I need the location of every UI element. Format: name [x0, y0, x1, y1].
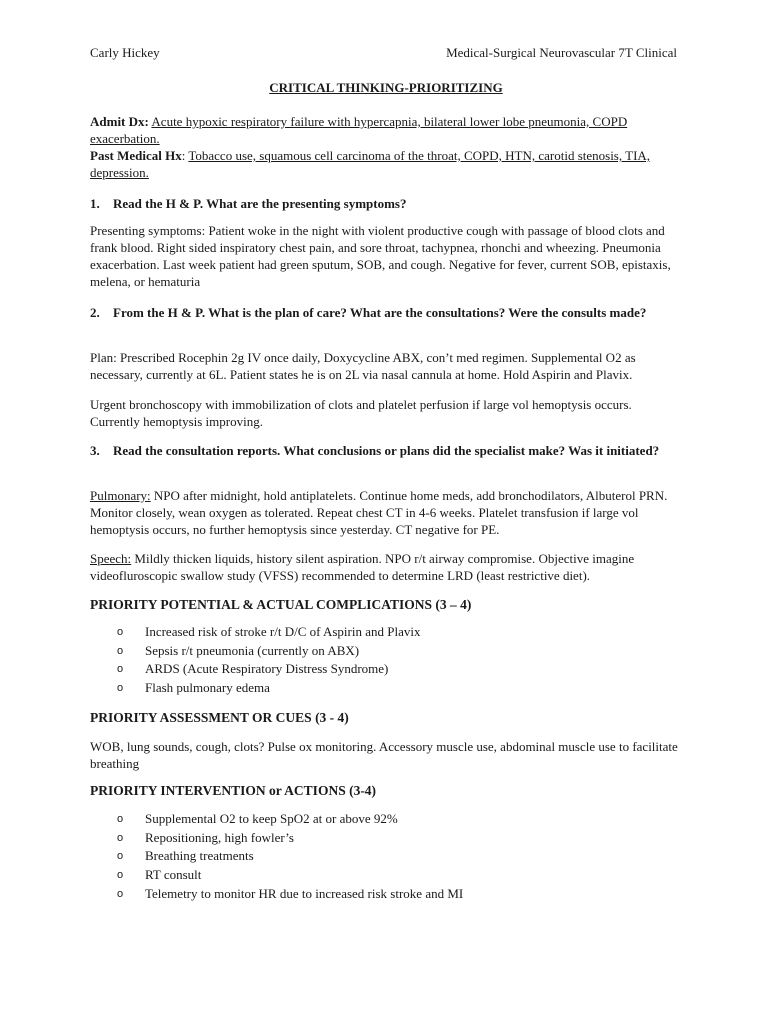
speech-consult: [90, 550, 682, 584]
list-item: [90, 866, 682, 885]
admit-label: Admit Dx:: [90, 114, 149, 129]
bullet: o: [117, 682, 124, 695]
interventions-list: [90, 810, 682, 904]
list-item-text: Repositioning, high fowler’s: [145, 829, 294, 845]
list-item: [90, 847, 682, 866]
question-2-text: From the H & P. What is the plan of care? What are the consultations? Were the consults made?: [113, 305, 647, 320]
question-2: [90, 304, 682, 321]
list-item: [90, 679, 682, 698]
list-item-text: RT consult: [145, 867, 202, 883]
list-item-text: Telemetry to monitor HR due to increased risk stroke and MI: [145, 885, 464, 901]
bullet: o: [117, 644, 124, 657]
question-3-text: Read the consultation reports. What conclusions or plans did the specialist make? Was it initiated?: [113, 443, 660, 458]
plan-of-care: Plan: Prescribed Rocephin 2g IV once daily, Doxycycline ABX, con’t med regimen. Supplemental O2 as necessary, currently at 6L. Patient states he is on 2L via nasal cannula at home. Hold Aspirin and Plavix.: [90, 350, 636, 382]
question-2-number: 2.: [90, 305, 100, 320]
bullet: o: [117, 626, 124, 638]
list-item: [90, 885, 682, 904]
list-item: [90, 829, 682, 848]
list-item-text: ARDS (Acute Respiratory Distress Syndrome): [145, 661, 389, 677]
course-name: Medical-Surgical Neurovascular 7T Clinical: [446, 45, 677, 60]
bullet: o: [117, 831, 124, 844]
assessment-text: WOB, lung sounds, cough, clots? Pulse ox monitoring. Accessory muscle use, abdominal muscle use to facilitate breathing: [90, 739, 678, 771]
bullet: o: [117, 869, 124, 882]
pulmonary-label: Pulmonary:: [90, 488, 151, 503]
pmh-label: Past Medical Hx: [90, 148, 182, 163]
past-medical-history: [90, 147, 682, 181]
question-1-text: Read the H & P. What are the presenting symptoms?: [113, 196, 407, 211]
question-1: [90, 195, 682, 212]
question-1-answer: Presenting symptoms: Patient woke in the night with violent productive cough with passage of blood clots and frank blood. Right sided inspiratory chest pain, and sore throat, tachypnea, rhonchi and wheezing. Pneumonia exacerbation. Last week patient had green sputum, SOB, and cough. Negative for fever, current SOB, epistaxis, melena, or hematuria: [90, 223, 671, 289]
list-item-text: Increased risk of stroke r/t D/C of Aspirin and Plavix: [145, 624, 421, 639]
complications-heading: PRIORITY POTENTIAL & ACTUAL COMPLICATIONS (3 – 4): [90, 597, 472, 612]
speech-label: Speech:: [90, 551, 132, 566]
author-name: Carly Hickey: [90, 45, 160, 60]
interventions-heading: PRIORITY INTERVENTION or ACTIONS (3-4): [90, 783, 377, 798]
bullet: o: [117, 887, 124, 900]
list-item-text: Flash pulmonary edema: [145, 680, 270, 696]
list-item-text: Breathing treatments: [145, 848, 254, 864]
question-3-number: 3.: [90, 443, 100, 458]
pulmonary-consult: [90, 487, 682, 538]
pmh-text: Tobacco use, squamous cell carcinoma of the throat, COPD, HTN, carotid stenosis, TIA, depression.: [90, 148, 651, 180]
question-1-number: 1.: [90, 196, 100, 211]
document-title: CRITICAL THINKING-PRIORITIZING: [269, 80, 503, 95]
urgent-bronchoscopy: Urgent bronchoscopy with immobilization of clots and platelet perfusion if large vol hemoptysis occurs. Currently hemoptysis improving.: [90, 397, 632, 429]
list-item-text: Sepsis r/t pneumonia (currently on ABX): [145, 642, 360, 658]
bullet: o: [117, 813, 124, 825]
admit-diagnosis: [90, 113, 682, 147]
assessment-heading: PRIORITY ASSESSMENT OR CUES (3 - 4): [90, 710, 349, 725]
pulmonary-text: NPO after midnight, hold antiplatelets. Continue home meds, add bronchodilators, Albuterol PRN. Monitor closely, wean oxygen as tolerated. Repeat chest CT in 4-6 weeks. Platelet transfusion if large vol hemoptysis occurs, no further hemoptysis since yesterday. CT negative for PE.: [90, 488, 668, 537]
complications-list: [90, 623, 682, 698]
speech-text: Mildly thicken liquids, history silent aspiration. NPO r/t airway compromise. Objective imagine videofluroscopic swallow study (VFSS) recommended to determine LRD (least restrictive diet).: [90, 551, 635, 583]
admit-text: Acute hypoxic respiratory failure with hypercapnia, bilateral lower lobe pneumonia, COPD exacerbation.: [90, 114, 628, 146]
list-item: [90, 642, 682, 661]
list-item: [90, 623, 682, 642]
question-3: [90, 442, 682, 459]
pmh-separator: :: [181, 148, 186, 163]
bullet: o: [117, 850, 124, 863]
list-item: [90, 810, 682, 829]
list-item-text: Supplemental O2 to keep SpO2 at or above 92%: [145, 811, 398, 826]
bullet: o: [117, 663, 124, 676]
list-item: [90, 660, 682, 679]
